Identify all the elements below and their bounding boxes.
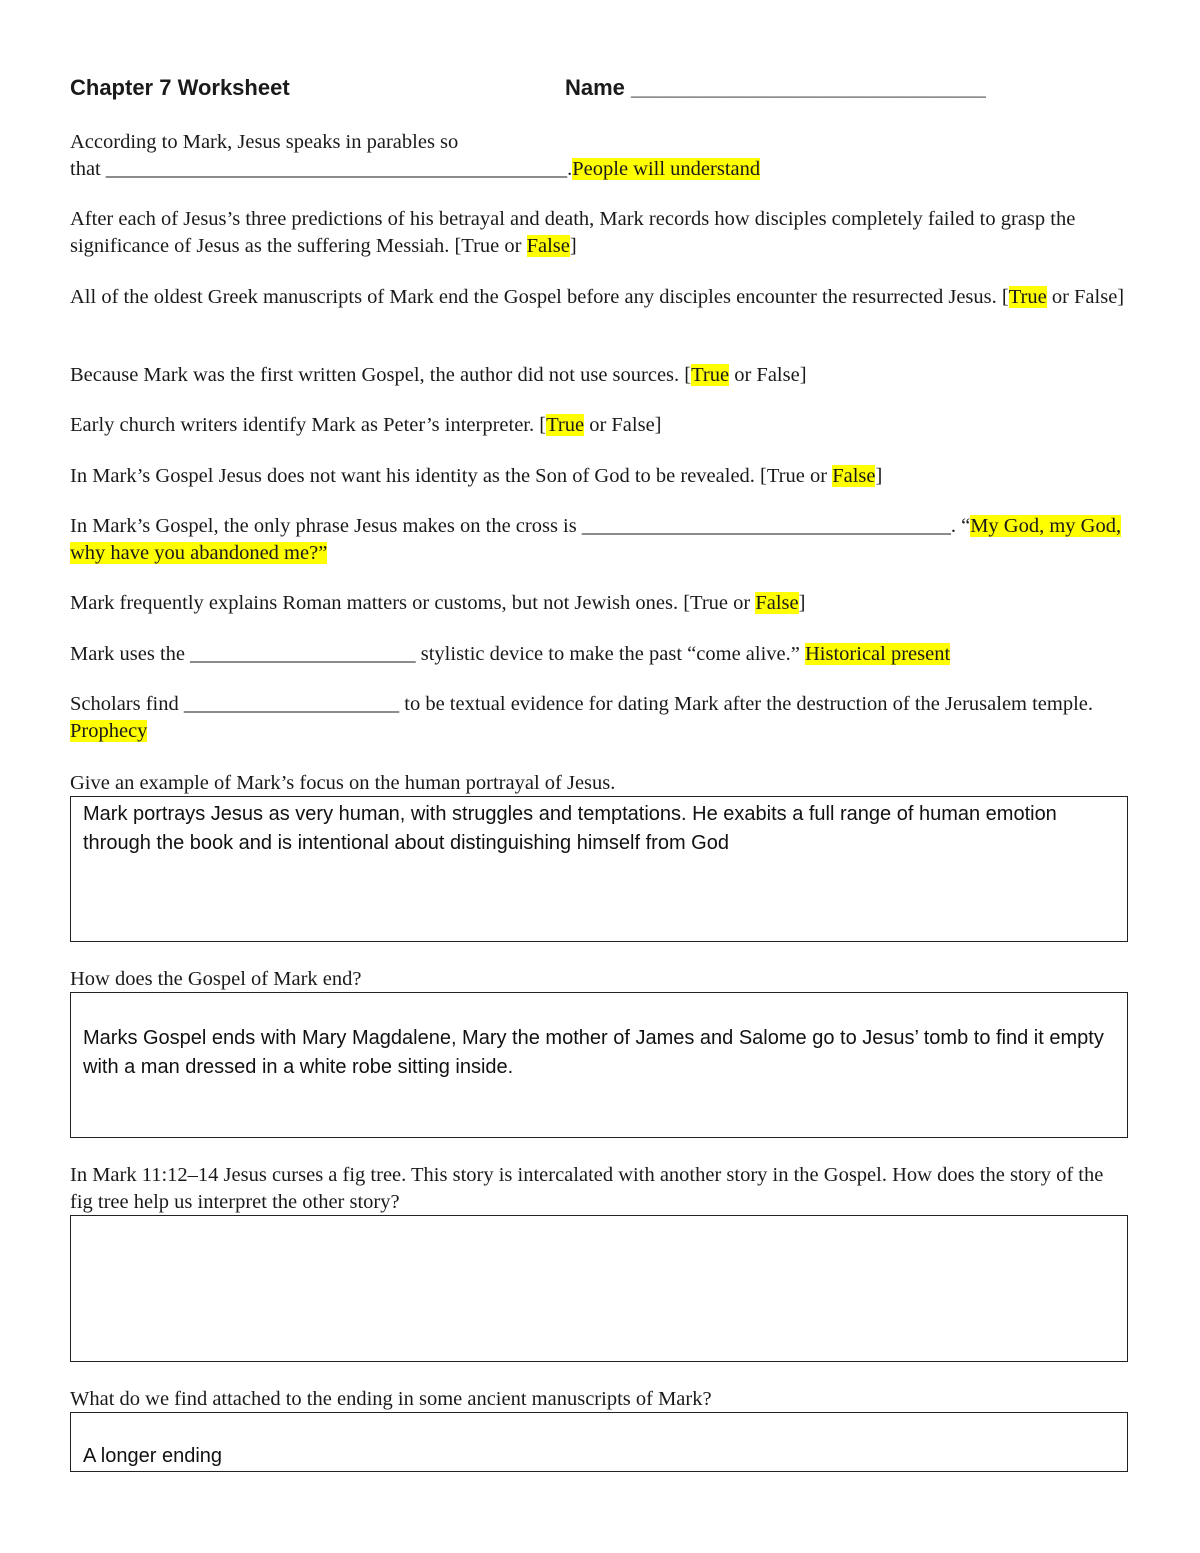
question-5 [70,412,1130,439]
question-9 [70,641,1130,668]
worksheet-title: Chapter 7 Worksheet [70,75,290,100]
question-1-blank: that _____________________________________________. [70,158,573,180]
question-1 [70,129,1130,183]
question-8-answer: False [755,592,799,614]
open-question-4-answer-box[interactable] [70,1412,1128,1472]
open-question-3-prompt: In Mark 11:12–14 Jesus curses a fig tree. This story is intercalated with another story in the Gospel. How does the story of the fig tree help us interpret the other story? [70,1164,1104,1213]
question-5-suffix: or False] [584,414,662,436]
question-3-suffix: or False] [1046,286,1125,308]
name-label: Name [565,75,625,100]
open-question-2-answer: Marks Gospel ends with Mary Magdalene, Mary the mother of James and Salome go to Jesus’ tomb to find it empty with a man dressed in a white robe sitting inside. [83,1027,1104,1078]
question-2-text: After each of Jesus’s three predictions of his betrayal and death, Mark records how disciples completely failed to grasp the significance of Jesus as the suffering Messiah. [True or [70,208,1076,257]
question-7 [70,513,1130,567]
question-10 [70,691,1130,745]
question-4-answer: True [691,364,730,386]
question-4-suffix: or False] [729,364,807,386]
question-6-text: In Mark’s Gospel Jesus does not want his identity as the Son of God to be revealed. [True or [70,465,833,487]
question-10-text: Scholars find _____________________ to be textual evidence for dating Mark after the destruction of the Jerusalem temple. [70,693,1094,715]
question-9-text: Mark uses the ______________________ stylistic device to make the past “come alive.” [70,643,805,665]
open-question-1-answer: Mark portrays Jesus as very human, with struggles and temptations. He exabits a full range of human emotion through the book and is intentional about distinguishing himself from God [83,803,1057,854]
question-5-answer: True [546,414,585,436]
open-question-4-answer: A longer ending [83,1445,223,1467]
question-10-answer: Prophecy [70,720,148,742]
question-8-suffix: ] [798,592,806,614]
question-5-text: Early church writers identify Mark as Peter’s interpreter. [ [70,414,547,436]
question-2 [70,206,1130,260]
question-4-text: Because Mark was the first written Gospel, the author did not use sources. [ [70,364,692,386]
open-question-4-prompt: What do we find attached to the ending in some ancient manuscripts of Mark? [70,1388,712,1410]
name-blank: _____________________________ [631,75,986,100]
question-2-answer: False [526,235,570,257]
question-1-text: According to Mark, Jesus speaks in parables so [70,131,459,153]
question-8-text: Mark frequently explains Roman matters or customs, but not Jewish ones. [True or [70,592,756,614]
question-6 [70,463,1130,490]
open-question-1-answer-box[interactable] [70,796,1128,942]
question-3 [70,284,1130,311]
question-2-suffix: ] [569,235,577,257]
question-8 [70,590,1130,617]
name-field [565,75,986,101]
question-7-text: In Mark’s Gospel, the only phrase Jesus makes on the cross is ____________________________________. “ [70,515,971,537]
question-9-answer: Historical present [805,643,951,665]
question-1-answer: People will understand [572,158,761,180]
question-7-answer: My God, my God, why have you abandoned me?” [70,515,1122,564]
question-4 [70,362,1130,389]
question-6-suffix: ] [875,465,883,487]
question-6-answer: False [832,465,876,487]
open-question-2-prompt: How does the Gospel of Mark end? [70,968,362,990]
open-question-2-answer-box[interactable] [70,992,1128,1138]
open-question-3-answer-box[interactable] [70,1215,1128,1362]
open-question-1-prompt: Give an example of Mark’s focus on the human portrayal of Jesus. [70,772,616,794]
question-3-answer: True [1008,286,1047,308]
question-3-text: All of the oldest Greek manuscripts of Mark end the Gospel before any disciples encounter the resurrected Jesus. [ [70,286,1009,308]
